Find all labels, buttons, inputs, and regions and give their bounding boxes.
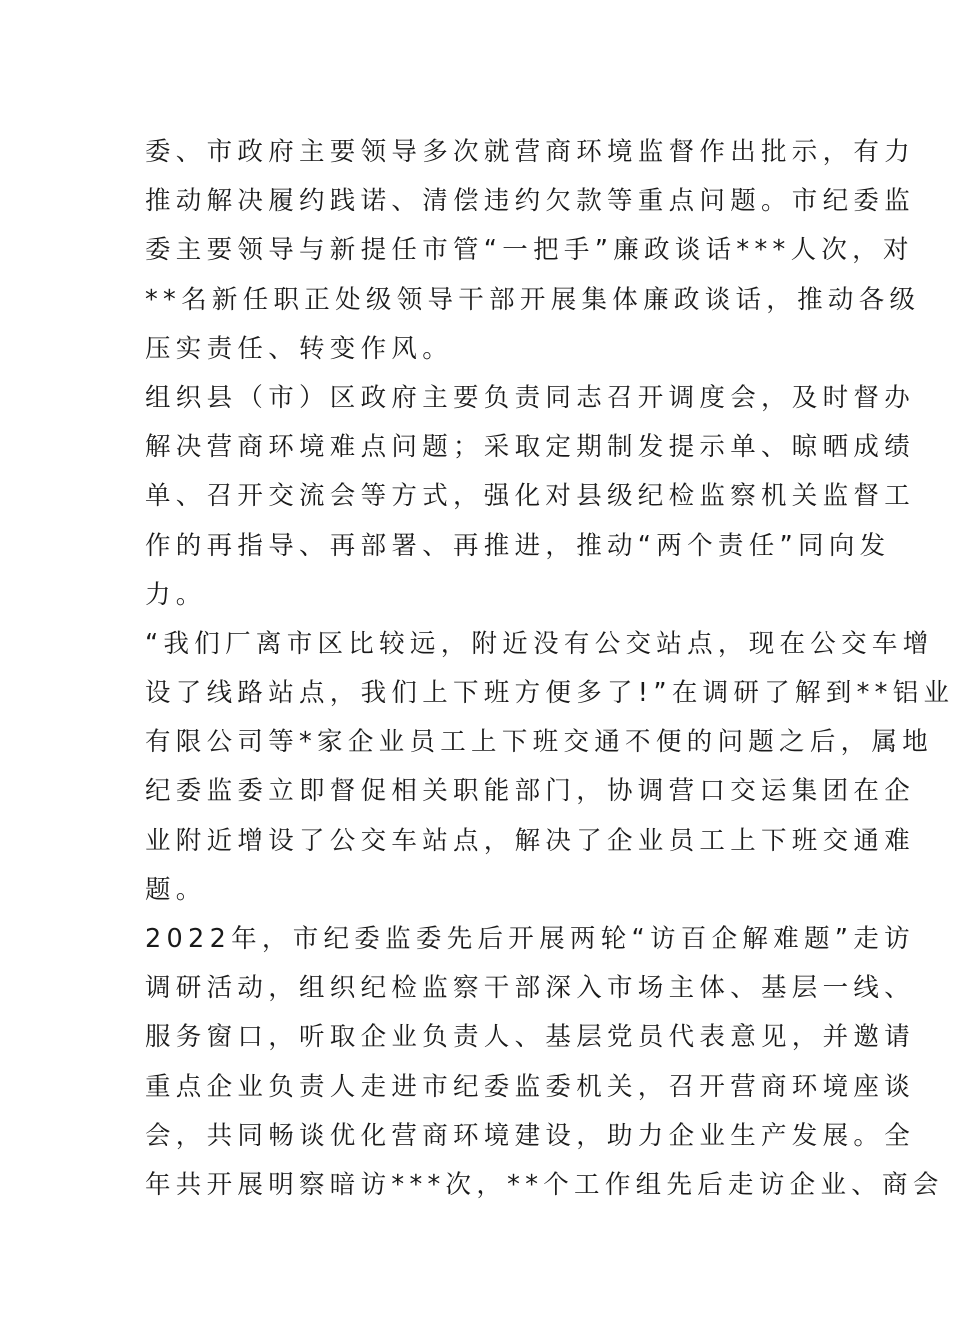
paragraph-2 bbox=[145, 374, 916, 620]
paragraph-4 bbox=[145, 915, 944, 1210]
text-line: 题。 bbox=[145, 874, 207, 905]
text-line: 年共开展明察暗访***次，**个工作组先后走访企业、商会 bbox=[145, 1169, 944, 1200]
text-line: 2022年，市纪委监委先后开展两轮“访百企解难题”走访 bbox=[145, 924, 915, 954]
text-line: **名新任职正处级领导干部开展集体廉政谈话，推动各级 bbox=[145, 284, 921, 315]
text-line: 组织县（市）区政府主要负责同志召开调度会，及时督办 bbox=[145, 382, 916, 413]
text-line: 有限公司等*家企业员工上下班交通不便的问题之后，属地 bbox=[145, 727, 934, 758]
text-line: 单、召开交流会等方式，强化对县级纪检监察机关监督工 bbox=[145, 481, 916, 512]
text-line: 业附近增设了公交车站点，解决了企业员工上下班交通难 bbox=[145, 825, 916, 856]
text-line: “我们厂离市区比较远，附近没有公交站点，现在公交车增 bbox=[145, 628, 934, 659]
text-line: 压实责任、转变作风。 bbox=[145, 333, 454, 364]
paragraph-1 bbox=[145, 128, 921, 374]
text-line: 委、市政府主要领导多次就营商环境监督作出批示，有力 bbox=[145, 137, 916, 167]
text-line: 力。 bbox=[145, 579, 207, 610]
text-line: 服务窗口，听取企业负责人、基层党员代表意见，并邀请 bbox=[145, 1022, 916, 1053]
text-line: 设了线路站点，我们上下班方便多了!”在调研了解到**铝业 bbox=[145, 678, 954, 709]
text-line: 作的再指导、再部署、再推进，推动“两个责任”同向发 bbox=[145, 530, 891, 561]
text-line: 会，共同畅谈优化营商环境建设，助力企业生产发展。全 bbox=[145, 1120, 916, 1151]
text-line: 推动解决履约践诺、清偿违约欠款等重点问题。市纪委监 bbox=[145, 186, 916, 217]
text-line: 调研活动，组织纪检监察干部深入市场主体、基层一线、 bbox=[145, 973, 916, 1004]
text-line: 纪委监委立即督促相关职能部门，协调营口交运集团在企 bbox=[145, 776, 916, 807]
body-text bbox=[145, 128, 954, 1210]
text-line: 委主要领导与新提任市管“一把手”廉政谈话***人次，对 bbox=[145, 235, 914, 266]
text-line: 解决营商环境难点问题；采取定期制发提示单、晾晒成绩 bbox=[145, 432, 916, 463]
text-line: 重点企业负责人走进市纪委监委机关，召开营商环境座谈 bbox=[145, 1071, 916, 1102]
paragraph-3 bbox=[145, 620, 954, 915]
